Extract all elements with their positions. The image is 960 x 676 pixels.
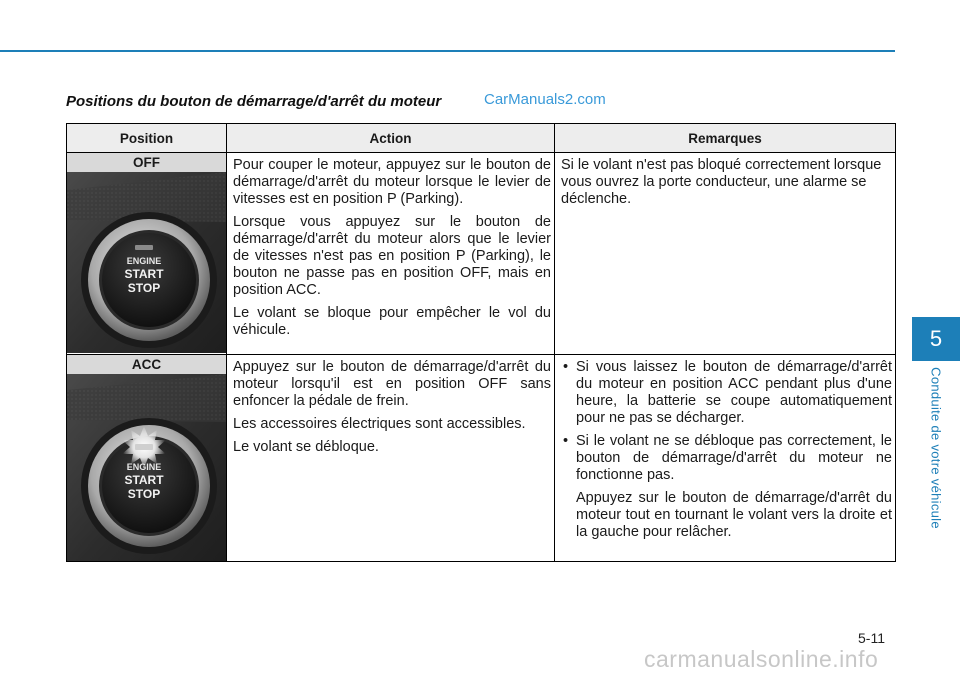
table-row-acc bbox=[67, 355, 896, 562]
action-cell-off bbox=[227, 153, 555, 355]
page-number: 5-11 bbox=[858, 630, 885, 646]
remark-off-paragraph: Si le volant n'est pas bloqué correctement lorsque vous ouvrez la porte conducteur, une alarme se déclenche. bbox=[561, 157, 882, 207]
header-rule bbox=[0, 50, 895, 52]
remark-acc-bullet-2: • Si le volant ne se débloque pas correctement, le bouton de démarrage/d'arrêt du moteur ne fonctionne pas. bbox=[576, 433, 892, 483]
action-acc-paragraph-2: Les accessoires électriques sont accessibles. bbox=[233, 416, 526, 432]
button-text-engine: ENGINE bbox=[126, 462, 162, 472]
remark-acc-bullet-2-continuation: Appuyez sur le bouton de démarrage/d'arrêt du moteur tout en tournant le volant vers la droite et la gauche pour relâcher. bbox=[576, 490, 892, 540]
button-text-stop: STOP bbox=[127, 487, 161, 501]
column-header-position: Position bbox=[67, 124, 227, 153]
action-off-paragraph-2: Lorsque vous appuyez sur le bouton de démarrage/d'arrêt du moteur alors que le levier de vitesses n'est pas en position P (Parking), le bouton ne passe pas en position OFF, mais en position ACC. bbox=[233, 214, 551, 298]
list-item bbox=[561, 359, 892, 427]
positions-table bbox=[66, 123, 896, 562]
remark-cell-acc bbox=[555, 355, 896, 562]
action-off-paragraph-1: Pour couper le moteur, appuyez sur le bouton de démarrage/d'arrêt du moteur lorsque le levier de vitesses est en position P (Parking). bbox=[233, 157, 551, 207]
watermark-text: CarManuals2.com bbox=[484, 91, 606, 108]
action-acc-paragraph-1: Appuyez sur le bouton de démarrage/d'arrêt du moteur lorsqu'il est en position OFF sans enfoncer la pédale de frein. bbox=[233, 359, 551, 409]
remark-cell-off bbox=[555, 153, 896, 355]
engine-start-stop-button-off-image bbox=[67, 172, 226, 353]
position-label-acc: ACC bbox=[67, 355, 226, 374]
position-cell-off bbox=[67, 153, 227, 355]
section-title: Positions du bouton de démarrage/d'arrêt du moteur bbox=[66, 93, 442, 110]
position-cell-acc bbox=[67, 355, 227, 562]
chapter-title: Conduite de votre véhicule bbox=[928, 367, 944, 529]
column-header-remarks: Remarques bbox=[555, 124, 896, 153]
footer-site-text: carmanualsonline.info bbox=[644, 646, 879, 672]
remark-acc-bullet-1: • Si vous laissez le bouton de démarrage/d'arrêt du moteur en position ACC pendant plus d'une heure, la batterie se coupe automatiquement pour ne pas se décharger. bbox=[576, 359, 892, 426]
position-label-off: OFF bbox=[67, 153, 226, 172]
chapter-tab: 5 bbox=[912, 317, 960, 361]
list-item bbox=[561, 433, 892, 541]
table-row-off bbox=[67, 153, 896, 355]
column-header-action: Action bbox=[227, 124, 555, 153]
button-text-start: START bbox=[124, 473, 164, 487]
action-off-paragraph-3: Le volant se bloque pour empêcher le vol du véhicule. bbox=[233, 305, 551, 338]
action-acc-paragraph-3: Le volant se débloque. bbox=[233, 439, 379, 455]
remark-acc-list bbox=[561, 359, 892, 541]
button-text-stop: STOP bbox=[127, 281, 161, 295]
action-cell-acc bbox=[227, 355, 555, 562]
button-text-engine: ENGINE bbox=[126, 256, 162, 266]
table-header-row bbox=[67, 124, 896, 153]
engine-start-stop-button-acc-image bbox=[67, 374, 226, 561]
button-text-start: START bbox=[124, 267, 164, 281]
